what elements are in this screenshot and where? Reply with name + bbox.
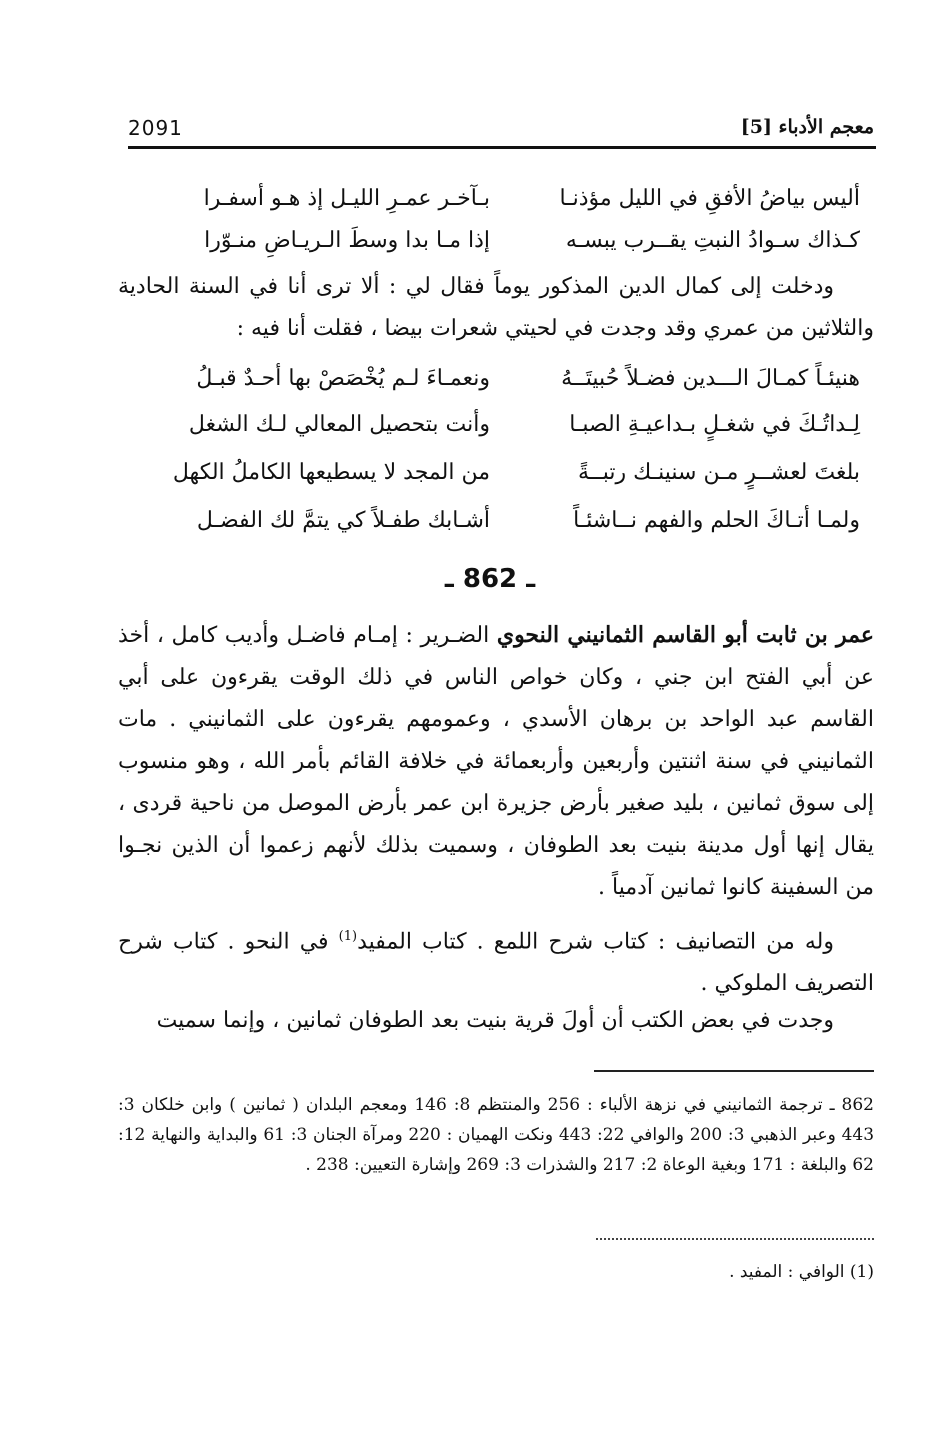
verse-first-hemistich: أليس بياضُ الأفقِ في الليل مؤذنـا — [559, 186, 860, 211]
header-rule — [128, 146, 876, 149]
closing-paragraph: وجدت في بعض الكتب أن أولَ قرية بنيت بعد الطوفان ثمانين ، وإنما سميت — [156, 1008, 834, 1033]
references-note: 862 ـ ترجمة الثمانيني في نزهة الألباء : 256 والمنتظم 8: 146 ومعجم البلدان ( ثمانين ) وابن خلكان 3: 443 وعبر الذهبي 3: 200 والوافي 22: 443 ونكت الهميان : 220 ومرآة الجنان 3: 61 والبداية والنهاية 12: 62 والبلغة : 171 وبغية الوعاة 2: 217 والشذرات 3: 269 وإشارة التعيين: 238 . — [118, 1095, 875, 1175]
footnote-marker: (1) — [338, 929, 358, 944]
verse-first-hemistich: كـذاك سـوادُ النبتِ يقــرب يبسـه — [565, 228, 860, 253]
verse-first-hemistich: بلغتَ لعشــرٍ مـن سنينـك رتبــةً — [578, 460, 860, 485]
verse-second-hemistich: ونعمـاءَ لـم يُخْصَصْ بها أحـدٌ قبـلُ — [196, 366, 490, 391]
verse-first-hemistich: هنيئـاً كمـالَ الـــدين فضـلاً حُبيتَــهُ — [561, 366, 860, 391]
running-header — [128, 112, 874, 146]
verse-line — [150, 228, 860, 266]
verse-line — [150, 366, 860, 404]
verse-line — [150, 186, 860, 224]
footnote: (1) الوافي : المفيد . — [729, 1262, 874, 1282]
entry-number: ـ 862 ـ — [444, 564, 536, 594]
works-text: وله من التصانيف : كتاب شرح اللمع . كتاب المفيد — [357, 929, 834, 955]
page-number: 2091 — [128, 116, 183, 140]
verse-second-hemistich: وأنت بتحصيل المعالي لـك الشغل — [188, 412, 490, 437]
verse-second-hemistich: بـآخـر عمـرِ الليـل إذ هـو أسفـرا — [203, 186, 490, 211]
verse-line — [150, 508, 860, 546]
verse-second-hemistich: أشـابك طفـلاً كي يتمَّ لك الفضـل — [196, 508, 490, 533]
running-title: معجم الأدباء [5] — [740, 116, 874, 138]
intro-paragraph: ودخلت إلى كمال الدين المذكور يوماً فقال لي : ألا ترى أنا في السنة الحادية والثلاثين من عمري وقد وجدت في لحيتي شعرات بيضا ، فقلت أنا فيه : — [118, 274, 874, 341]
verse-line — [150, 412, 860, 450]
verse-second-hemistich: إذا مـا بدا وسطَ الـريـاضِ منـوّرا — [204, 228, 490, 253]
biography-paragraph — [118, 614, 874, 909]
verse-second-hemistich: من المجد لا يسطيعها الكاملُ الكهل — [172, 460, 490, 485]
dotted-rule — [596, 1238, 874, 1240]
biography-name: عمر بن ثابت أبو القاسم الثمانيني النحوي — [496, 622, 874, 648]
footnote-rule — [594, 1070, 874, 1072]
verse-first-hemistich: ولمـا أتـاكَ الحلم والفهم نــاشئـاً — [573, 508, 860, 533]
verse-first-hemistich: لِـداتُـكَ في شغـلٍ بـداعيـةِ الصبـا — [569, 412, 860, 437]
works-text-continued: في النحو . كتاب شرح التصريف الملوكي . — [118, 929, 874, 997]
biography-text: الضـرير : إمـام فاضـل وأديب كامل ، أخذ عن أبي الفتح ابن جني ، وكان خواص الناس في ذلك الوقت يقرءون على أبي القاسم عبد الواحد بن برهان الأسدي ، وعمومهم يقرءون على الثمانيني . مات الثمانيني في سنة اثنتين وأربعين وأربعمائة في خلافة القائم بأمر الله ، وهو منسوب إلى سوق ثمانين ، بليد صغير بأرض جزيرة ابن عمر بأرض الموصل من ناحية قردى ، يقال إنها أول مدينة بنيت بعد الطوفان ، وسميت بذلك لأنهم زعموا أن الذين نجـوا من السفينة كانوا ثمانين آدمياً . — [118, 623, 874, 900]
works-paragraph — [118, 916, 874, 1005]
verse-line — [150, 460, 860, 498]
